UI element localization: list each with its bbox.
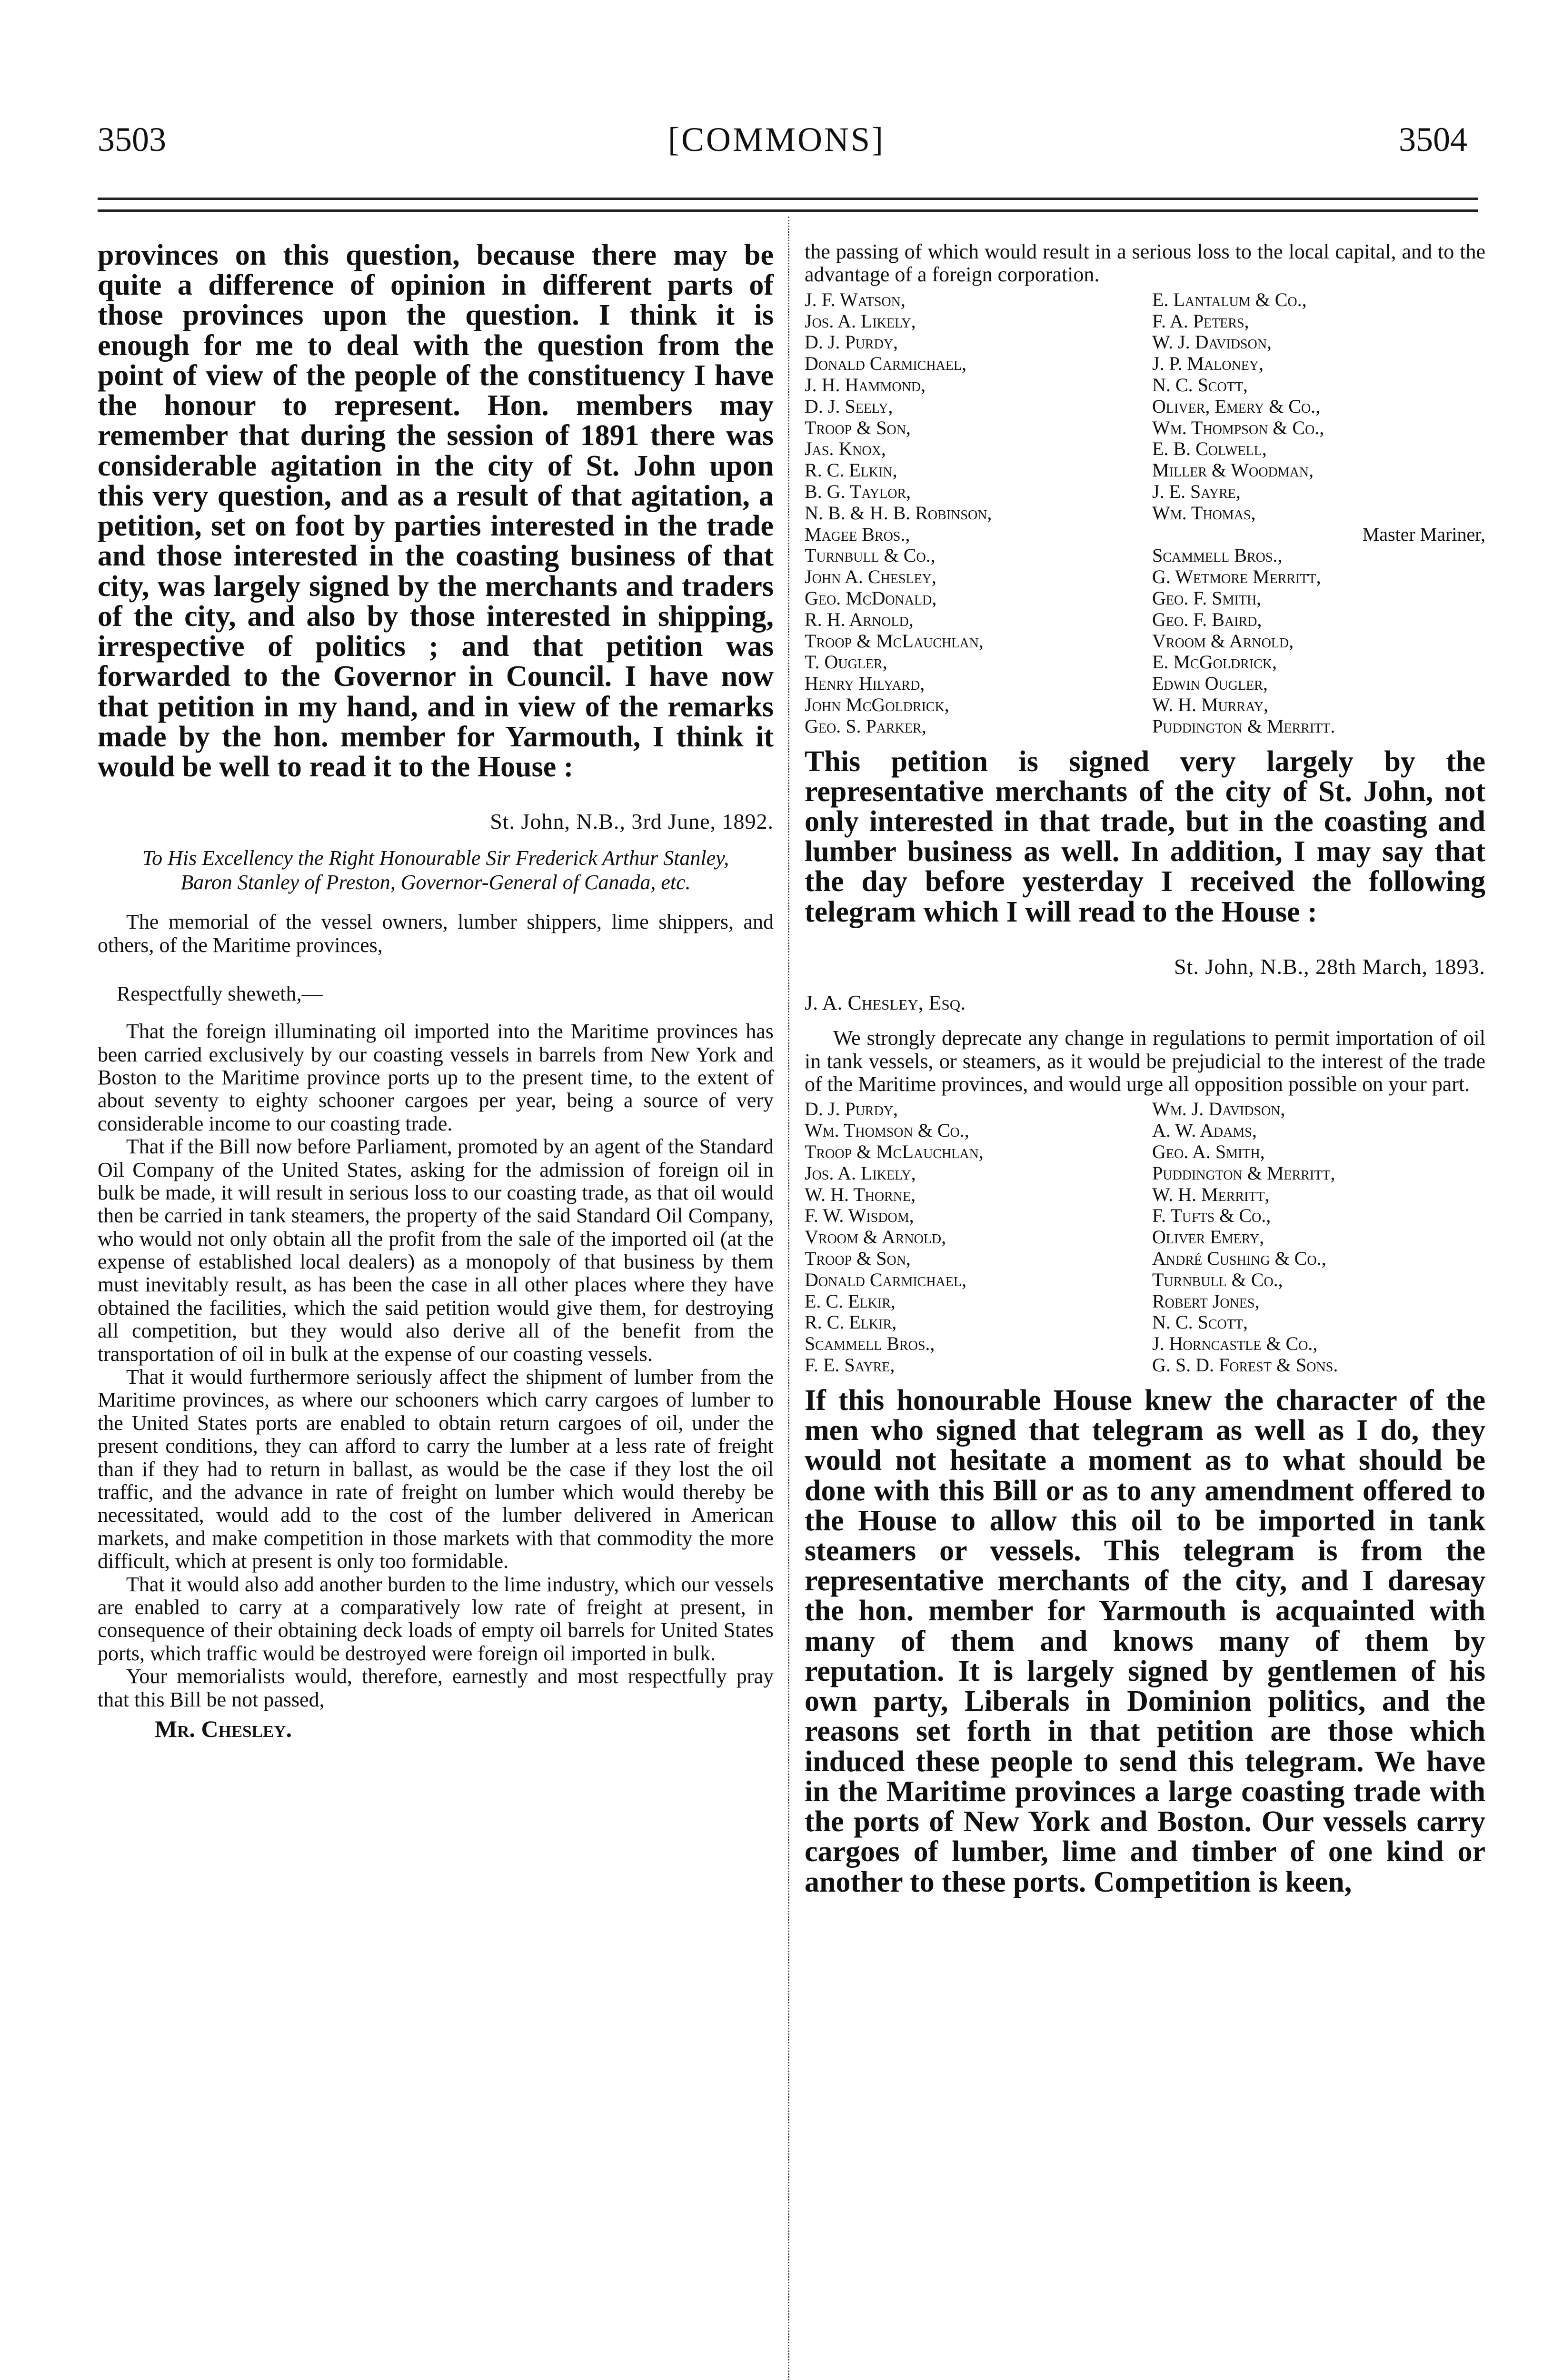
memorial-line: The memorial of the vessel owners, lumber shippers, lime shippers, and others, of the Maritime provinces, <box>98 910 774 957</box>
signer-name: Magee Bros., <box>805 523 910 545</box>
signer-name: Wm. Thompson & Co., <box>1152 416 1324 438</box>
signer-name: Turnbull & Co., <box>805 545 936 566</box>
signer-name: André Cushing & Co., <box>1152 1248 1326 1269</box>
signer-name: Scammell Bros., <box>805 1333 935 1355</box>
signer-name: John McGoldrick, <box>805 694 949 715</box>
signer-name: Troop & McLauchlan, <box>805 1141 984 1163</box>
signer-name: Troop & Son, <box>805 1248 911 1269</box>
telegram-dateline: St. John, N.B., 28th March, 1893. <box>1174 954 1485 979</box>
signer-name: D. J. Purdy, <box>805 1098 898 1120</box>
signer-name: J. F. Watson, <box>805 288 906 310</box>
signer-name: Vroom & Arnold, <box>805 1226 946 1248</box>
signer-name: F. W. Wisdom, <box>805 1205 914 1227</box>
page-number-left: 3503 <box>98 120 166 159</box>
signer-name: N. C. Scott, <box>1152 1311 1248 1333</box>
signer-name: T. Ougler, <box>805 651 887 673</box>
petition-dateline: St. John, N.B., 3rd June, 1892. <box>490 809 774 834</box>
signer-name: Donald Carmichael, <box>805 353 966 375</box>
signer-name: Geo. A. Smith, <box>1152 1141 1265 1163</box>
signer-name: J. H. Hammond, <box>805 374 926 396</box>
running-title: [COMMONS] <box>667 120 886 159</box>
signer-name: E. B. Colwell, <box>1152 438 1267 460</box>
signer-name: R. C. Elkin, <box>805 459 897 481</box>
speech-intro: provinces on this question, because there may be quite a difference of opinion in different parts of those provinces upon the question. I think it is enough for me to deal with the question from the point of view of the people of the constituency I have the honour to represent. Hon. members may remember that during the session of 1891 there was considerable agitation in the city of St. John upon this very question, and as a result of that agitation, a petition, set on foot by parties interested in the trade and those interested in the coasting business of that city, was largely signed by the merchants and traders of the city, and also by those interested in shipping, irrespective of politics ; and that petition was forwarded to the Governor in Council. I have now that petition in my hand, and in view of the remarks made by the hon. member for Yarmouth, I think it would be well to read it to the House : <box>98 239 774 783</box>
signer-name: E. C. Elkir, <box>805 1290 896 1312</box>
signer-name: Oliver Emery, <box>1152 1226 1264 1248</box>
column-divider <box>788 217 789 2380</box>
signer-name: A. W. Adams, <box>1152 1120 1257 1141</box>
signer-name: Troop & McLauchlan, <box>805 630 984 652</box>
speech-paragraph: If this honourable House knew the character of the men who signed that telegram as well as I do, they would not hesitate a moment as to what should be done with this Bill or as to any amendment offered to the House to allow this oil to be imported in tank steamers or vessels. This telegram is from the representative merchants of the city, and I daresay the hon. member for Yarmouth is acquainted with many of them and knows many of them by reputation. It is largely signed by gentlemen of his own party, Liberals in Dominion politics, and the reasons set forth in that petition are those which induced these people to send this telegram. We have in the Maritime provinces a large coasting trade with the ports of New York and Boston. Our vessels carry cargoes of lumber, lime and timber of one kind or another to these ports. Competition is keen, <box>805 1384 1485 1898</box>
telegram-text: We strongly deprecate any change in regulations to permit importation of oil in tank vessels, or steamers, as it would be prejudicial to the interest of the trade of the Maritime provinces, and would urge all opposition possible on your part. <box>805 1026 1485 1096</box>
signer-name: F. E. Sayre, <box>805 1354 895 1376</box>
telegram-addressee: J. A. Chesley, Esq. <box>805 991 966 1014</box>
signer-name: N. B. & H. B. Robinson, <box>805 502 992 524</box>
signer-name: J. Horncastle & Co., <box>1152 1333 1318 1355</box>
signer-name: Jos. A. Likely, <box>805 1162 916 1184</box>
signer-name: Master Mariner, <box>1362 523 1485 545</box>
signer-name: R. H. Arnold, <box>805 608 914 630</box>
signer-name: J. E. Sayre, <box>1152 480 1241 502</box>
petition-prayer: Your memorialists would, therefore, earnestly and most respectfully pray that this Bill be not passed, <box>98 1665 774 1711</box>
petition-paragraph: That the foreign illuminating oil imported into the Maritime provinces has been carried exclusively by our coasting vessels in barrels from New York and Boston to the Maritime province ports up to the present time, to the extent of about seventy to eighty schooner cargoes per year, being a source of very considerable income to our coasting trade. <box>98 1020 774 1135</box>
signer-name: W. H. Murray, <box>1152 694 1268 715</box>
signer-name: R. C. Elkir, <box>805 1311 897 1333</box>
left-column <box>98 240 774 1743</box>
right-column <box>805 240 1485 1897</box>
signer-name: Troop & Son, <box>805 416 911 438</box>
signer-name: Henry Hilyard, <box>805 673 925 694</box>
signer-name: B. G. Taylor, <box>805 480 911 502</box>
signer-name: D. J. Purdy, <box>805 331 898 353</box>
signer-name: Geo. McDonald, <box>805 587 937 609</box>
signer-name: Turnbull & Co., <box>1152 1269 1283 1290</box>
speech-paragraph: This petition is signed very largely by the representative merchants of the city of St. John, not only interested in that trade, but in the coasting and lumber business as well. In addition, I may say that the day before yesterday I received the following telegram which I will read to the House : <box>805 745 1485 928</box>
petition-paragraph: That if the Bill now before Parliament, promoted by an agent of the Standard Oil Company of the United States, asking for the admission of foreign oil in bulk be made, it will result in serious loss to our coasting trade, as that oil would then be carried in tank steamers, the property of the said Standard Oil Company, who would not only obtain all the profit from the sale of the imported oil (at the expense of established local dealers) as a monopoly of that business by them must inevitably result, as has been the case in all other places where they have obtained the facilities, which the said petition would give them, for destroying all competition, but they would also derive all of the benefit from the transportation of oil in bulk at the expense of our coasting vessels. <box>98 1135 774 1366</box>
signer-name: Scammell Bros., <box>1152 545 1283 566</box>
signer-name: J. P. Maloney, <box>1152 353 1264 375</box>
signer-name: W. J. Davidson, <box>1152 331 1272 353</box>
signer-name: Edwin Ougler, <box>1152 673 1268 694</box>
petition-paragraph: That it would also add another burden to the lime industry, which our vessels are enabled to carry at a comparatively low rate of freight at present, in consequence of their obtaining deck loads of empty oil barrels for United States ports, which traffic would be destroyed were foreign oil imported in bulk. <box>98 1572 774 1665</box>
signer-name: Vroom & Arnold, <box>1152 630 1294 652</box>
signer-name: G. Wetmore Merritt, <box>1152 566 1321 588</box>
signer-name: Jas. Knox, <box>805 438 886 460</box>
signer-name: Wm. Thomson & Co., <box>805 1120 969 1141</box>
petition-signers <box>805 289 1485 737</box>
signer-name: Jos. A. Likely, <box>805 310 916 332</box>
petition-salutation: To His Excellency the Right Honourable Sir Frederick Arthur Stanley, Baron Stanley of Preston, Governor-General of Canada, etc. <box>142 846 729 894</box>
signer-name: Puddington & Merritt. <box>1152 715 1335 737</box>
signer-name: N. C. Scott, <box>1152 374 1248 396</box>
signer-name: E. Lantalum & Co., <box>1152 288 1307 310</box>
signer-name: D. J. Seely, <box>805 395 893 417</box>
signer-name: G. S. D. Forest & Sons. <box>1152 1354 1338 1376</box>
signer-name: Oliver, Emery & Co., <box>1152 395 1321 417</box>
signer-name: Robert Jones, <box>1152 1290 1260 1312</box>
sheweth-line: Respectfully sheweth,— <box>117 982 323 1006</box>
signer-name: E. McGoldrick, <box>1152 651 1277 673</box>
signer-name: Donald Carmichael, <box>805 1269 966 1290</box>
signer-name: Geo. F. Smith, <box>1152 587 1262 609</box>
petition-paragraph: That it would furthermore seriously affect the shipment of lumber from the Maritime provinces, as where our schooners which carry cargoes of lumber to the United States ports are enabled to obtain return cargoes of oil, under the present conditions, they can afford to carry the lumber at a less rate of freight than if they had to return in ballast, as would be the case if they lost the oil traffic, and the advance in rate of freight on lumber which would thereby be necessitated, would add to the cost of the lumber delivered in American markets, and make competition in those markets with that commodity the more difficult, which at present is only too formidable. <box>98 1365 774 1573</box>
signer-name: Geo. F. Baird, <box>1152 608 1262 630</box>
header-rule-top <box>98 198 1478 200</box>
telegram-signers <box>805 1099 1485 1376</box>
signer-name: F. A. Peters, <box>1152 310 1249 332</box>
signer-name: W. H. Thorne, <box>805 1183 916 1205</box>
signer-name: Wm. Thomas, <box>1152 502 1256 524</box>
signer-name: Wm. J. Davidson, <box>1152 1098 1285 1120</box>
speaker-name: Mr. Chesley. <box>155 1715 292 1742</box>
signer-name: Puddington & Merritt, <box>1152 1162 1335 1184</box>
signer-name: Miller & Woodman, <box>1152 459 1314 481</box>
signer-name: Geo. S. Parker, <box>805 715 926 737</box>
petition-continuation: the passing of which would result in a serious loss to the local capital, and to the advantage of a foreign corporation. <box>805 240 1485 287</box>
signer-name: W. H. Merritt, <box>1152 1183 1270 1205</box>
header-rule-bottom <box>98 209 1478 212</box>
page-number-right: 3504 <box>1399 120 1467 159</box>
signer-name: F. Tufts & Co., <box>1152 1205 1271 1227</box>
signer-name: John A. Chesley, <box>805 566 936 588</box>
